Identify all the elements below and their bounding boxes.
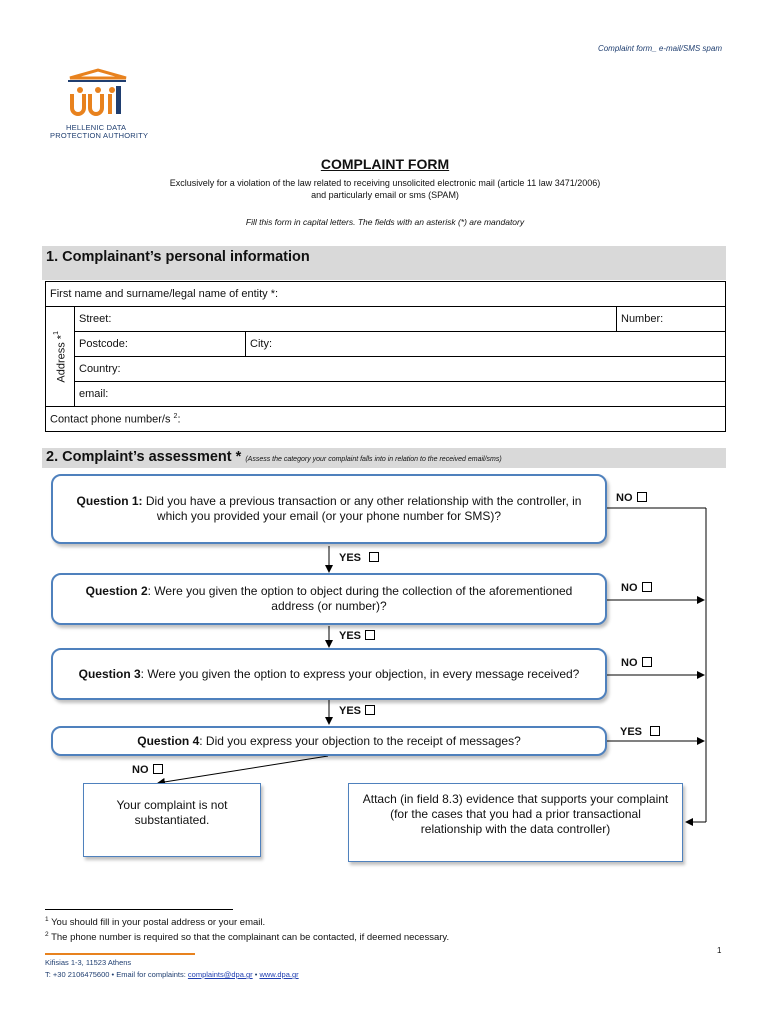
q3-yes-checkbox[interactable] (365, 705, 375, 715)
footnote-2-text: The phone number is required so that the complainant can be contacted, if deemed necessary. (51, 932, 450, 944)
q2-yes-label: YES (339, 630, 362, 642)
address-footnote-ref: 1 (52, 330, 60, 335)
result-not-substantiated (83, 783, 261, 857)
q1-no-option[interactable] (616, 492, 647, 504)
page-title: COMPLAINT FORM (320, 156, 450, 172)
address-label-text: Address * (55, 334, 68, 383)
footer-web-link[interactable]: www.dpa.gr (259, 970, 299, 979)
footnote-1-num: 1 (45, 916, 49, 923)
footer-contact (45, 970, 299, 979)
question-1-box (51, 474, 607, 544)
q2-no-option[interactable] (621, 582, 652, 594)
q4-yes-option[interactable] (620, 726, 660, 738)
question-3-text: : Were you given the option to express your objection, in every message received? (140, 666, 580, 681)
footnote-1-text: You should fill in your postal address or your email. (51, 917, 266, 929)
footer-address: Kifisias 1-3, 11523 Athens (45, 958, 132, 967)
q4-yes-checkbox[interactable] (650, 726, 660, 736)
footer-email-link[interactable]: complaints@dpa.gr (187, 970, 253, 979)
footer-phone: T: +30 2106475600 • Email for complaints: (45, 970, 188, 979)
logo-line2: PROTECTION AUTHORITY (50, 131, 149, 140)
footer-separator: • (252, 970, 260, 979)
q4-no-checkbox[interactable] (153, 764, 163, 774)
question-4-box (51, 726, 607, 756)
q2-no-label: NO (621, 582, 638, 594)
q1-no-label: NO (616, 492, 633, 504)
page-number: 1 (717, 946, 722, 955)
phone-colon: : (177, 413, 181, 426)
footnote-2-num: 2 (45, 931, 49, 938)
question-3-box (51, 648, 607, 700)
q3-no-label: NO (621, 657, 638, 669)
logo-line1: HELLENIC DATA (66, 123, 127, 132)
city-label: City: (250, 338, 272, 350)
section2-note: (Assess the category your complaint falls into in relation to the received email/sms) (245, 456, 502, 463)
q4-no-label: NO (132, 764, 149, 776)
section2-title: 2. Complaint’s assessment * (46, 449, 242, 465)
footnote-divider (45, 909, 233, 910)
question-3-label: Question 3 (78, 666, 141, 681)
q3-no-option[interactable] (621, 657, 652, 669)
question-4-label: Question 4 (137, 733, 200, 748)
q1-yes-label: YES (339, 552, 362, 564)
subtitle-line1: Exclusively for a violation of the law related to receiving unsolicited electronic mail (article 11 law 3471/2006) (169, 178, 601, 188)
street-label: Street: (79, 313, 112, 325)
question-4-text: : Did you express your objection to the receipt of messages? (199, 733, 521, 748)
phone-footnote-ref: 2 (173, 412, 178, 420)
question-2-label: Question 2 (85, 584, 148, 598)
q3-yes-option[interactable] (339, 705, 375, 717)
result-not-substantiated-text: Your complaint is not substantiated. (116, 798, 228, 827)
question-1-label: Question 1: (76, 494, 143, 508)
q3-yes-label: YES (339, 705, 362, 717)
q4-no-option[interactable] (132, 764, 163, 776)
q2-no-checkbox[interactable] (642, 582, 652, 592)
q1-yes-option[interactable] (339, 552, 379, 564)
q4-yes-label: YES (620, 726, 643, 738)
subtitle-line2: and particularly email or sms (SPAM) (311, 190, 459, 200)
instructions: Fill this form in capital letters. The fields with an asterisk (*) are mandatory (245, 217, 525, 227)
q2-yes-option[interactable] (339, 630, 375, 642)
question-2-box (51, 573, 607, 625)
section1-title: 1. Complainant’s personal information (46, 249, 310, 265)
email-label: email: (79, 388, 109, 400)
footnote-1 (45, 916, 265, 928)
q2-yes-checkbox[interactable] (365, 630, 375, 640)
result-attach-evidence (348, 783, 683, 862)
q1-yes-checkbox[interactable] (369, 552, 379, 562)
result-attach-text: Attach (in field 8.3) evidence that supports your complaint (for the cases that you had a prior transactional relationship with the data controller) (362, 792, 669, 836)
phone-label: Contact phone number/s (50, 413, 174, 426)
q3-no-checkbox[interactable] (642, 657, 652, 667)
document-label: Complaint form_ e-mail/SMS spam (597, 44, 722, 53)
question-1-text: Did you have a previous transaction or any other relationship with the controller, in which you provided your email (or your phone number for SMS)? (142, 494, 582, 523)
footnote-2 (45, 931, 449, 943)
footer-divider (45, 953, 195, 955)
question-2-text: : Were you given the option to object during the collection of the aforementioned address (or number)? (147, 584, 573, 613)
postcode-label: Postcode: (79, 338, 128, 350)
number-label: Number: (621, 313, 664, 325)
q1-no-checkbox[interactable] (637, 492, 647, 502)
country-label: Country: (79, 363, 121, 375)
name-label: First name and surname/legal name of entity *: (50, 288, 279, 300)
